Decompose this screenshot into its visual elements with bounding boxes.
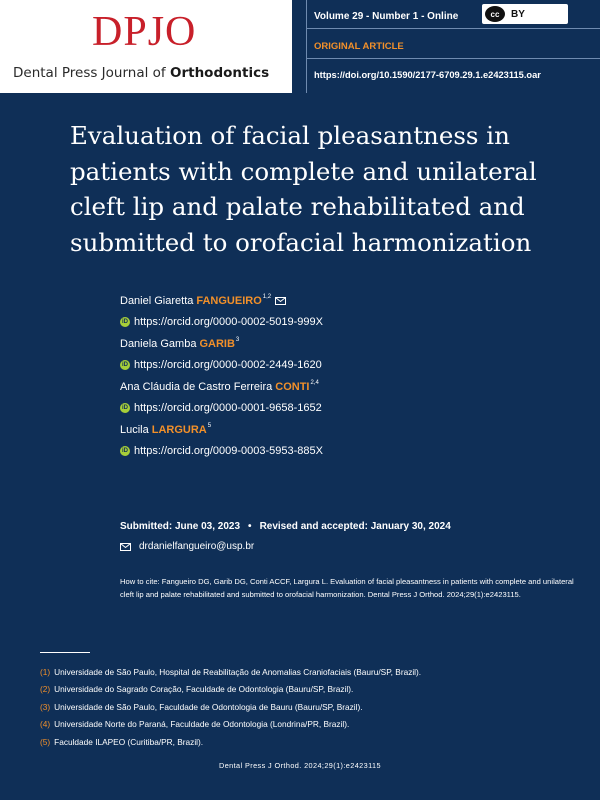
affiliation-item: (3) Universidade de São Paulo, Faculdade de Odontologia de Bauru (Bauru/SP, Brazil). [40, 701, 363, 712]
article-title: Evaluation of facial pleasantness in patients with complete and unilateral cleft lip and palate rehabilitated and submitted to orofacial harmonization [70, 121, 537, 257]
creative-commons-icon: cc [485, 6, 505, 22]
author-name: Daniel Giaretta FANGUEIRO $^{1,2}$ [120, 290, 520, 312]
affiliation-item: (5) Faculdade ILAPEO (Curitiba/PR, Brazil). [40, 736, 204, 747]
license-by-label: BY [511, 8, 525, 20]
orcid-icon: iD [122, 405, 128, 412]
volume-info: Volume 29 - Number 1 - Online [314, 11, 459, 22]
submitted-date: Submitted: June 03, 2023 [120, 521, 241, 532]
orcid-icon: iD [122, 362, 128, 369]
date-separator: • [248, 521, 252, 532]
journal-name: Dental Press Journal of Orthodontics [13, 65, 270, 81]
orcid-link[interactable]: iD https://orcid.org/0000-0002-2449-1620 [122, 359, 322, 372]
article-type: ORIGINAL ARTICLE [314, 41, 404, 52]
header-rule [306, 58, 600, 59]
author-name: Ana Cláudia de Castro Ferreira CONTI $^{2,4}$ [120, 379, 319, 393]
submission-dates [120, 521, 451, 532]
cc-by-license-badge[interactable] [482, 4, 568, 24]
affiliation-list [40, 663, 580, 751]
doi-link[interactable]: https://doi.org/10.1590/2177-6709.29.1.e2423115.oar [314, 70, 541, 80]
orcid-icon: iD [122, 448, 128, 455]
affiliation-item: (1) Universidade de São Paulo, Hospital de Reabilitação de Anomalias Craniofaciais (Bauru/SP, Brazil). [40, 666, 422, 677]
page-footer: Dental Press J Orthod. 2024;29(1):e2423115 [219, 761, 381, 770]
author-name: Lucila LARGURA $^5$ [120, 422, 212, 436]
orcid-icon: iD [122, 319, 128, 326]
accepted-date: Revised and accepted: January 30, 2024 [259, 521, 451, 532]
affiliation-item: (2) Universidade do Sagrado Coração, Faculdade de Odontologia (Bauru/SP, Brazil). [40, 684, 354, 695]
logo-wordmark: DPJO [92, 9, 197, 55]
envelope-icon[interactable] [275, 297, 286, 305]
affiliation-divider [40, 652, 90, 653]
orcid-link[interactable]: iD https://orcid.org/0000-0001-9658-1652 [122, 402, 322, 415]
affiliation-item: (4) Universidade Norte do Paraná, Faculdade de Odontologia (Londrina/PR, Brazil). [40, 719, 350, 730]
how-to-cite: How to cite: Fangueiro DG, Garib DG, Conti ACCF, Largura L. Evaluation of facial pleasantness in patients with complete and unilateral cleft lip and palate rehabilitated and submitted to orofacial harmonization. Dental Press J Orthod. 2024;29(1):e2423115. [120, 577, 574, 599]
header-rule [306, 28, 600, 29]
orcid-link[interactable]: iD https://orcid.org/0009-0003-5953-885X [122, 445, 323, 458]
header-divider [306, 0, 307, 93]
contact-email[interactable]: drdanielfangueiro@usp.br [120, 541, 254, 552]
orcid-link[interactable]: iD https://orcid.org/0000-0002-5019-999X [122, 316, 323, 329]
author-name: Daniela Gamba GARIB $^3$ [120, 336, 240, 350]
author-list [120, 290, 520, 462]
journal-logo [0, 0, 292, 93]
envelope-icon [120, 543, 131, 551]
